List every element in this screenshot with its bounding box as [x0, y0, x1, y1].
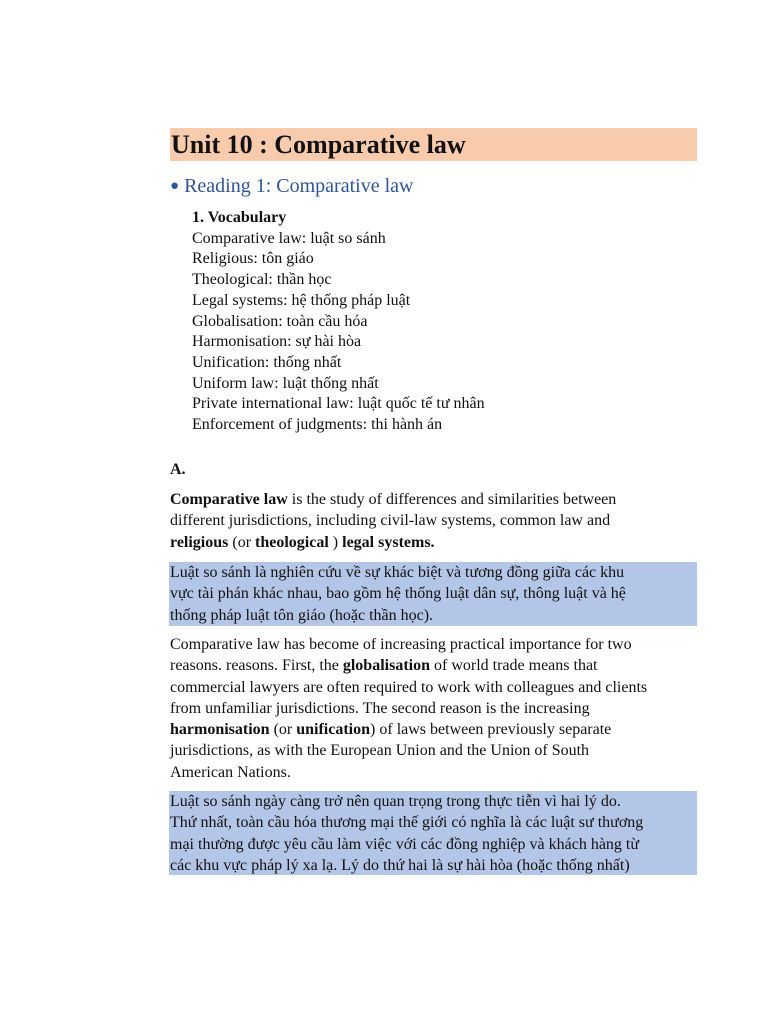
- unit-title: Unit 10 : Comparative law: [170, 128, 697, 161]
- paragraph-line: [170, 655, 700, 676]
- vocabulary-item: Legal systems: hệ thống pháp luật: [192, 291, 411, 309]
- paragraph-vietnamese-1: [169, 562, 697, 626]
- vocabulary-item: Uniform law: luật thống nhất: [192, 374, 379, 392]
- paragraph-line: commercial lawyers are often required to work with colleagues and clients: [170, 678, 648, 696]
- vocabulary-item: Religious: tôn giáo: [192, 250, 314, 268]
- paragraph-line: các khu vực pháp lý xa lạ. Lý do thứ hai là sự hài hòa (hoặc thống nhất): [170, 856, 630, 874]
- term-globalisation: globalisation: [342, 657, 430, 675]
- vocabulary-item: Globalisation: toàn cầu hóa: [192, 312, 368, 330]
- paragraph-line: mại thường được yêu cầu làm việc với các đồng nghiệp và khách hàng từ: [170, 835, 640, 853]
- paragraph-line: from unfamiliar jurisdictions. The second reason is the increasing: [170, 699, 590, 717]
- reading-heading: [170, 172, 413, 202]
- term-religious: religious: [170, 533, 229, 551]
- paragraph-line: different jurisdictions, including civil-law systems, common law and: [170, 512, 611, 530]
- reading-title: Reading 1: Comparative law: [184, 175, 414, 197]
- vocabulary-item: Private international law: luật quốc tế tư nhân: [192, 395, 485, 413]
- paragraph-line: American Nations.: [170, 763, 291, 781]
- term-comparative-law: Comparative law: [170, 491, 288, 508]
- paragraph-english-1: [170, 489, 700, 553]
- vocabulary-item: Harmonisation: sự hài hòa: [192, 333, 362, 351]
- paragraph-text: of world trade means that: [430, 657, 598, 675]
- vocabulary-item: Comparative law: luật so sánh: [192, 229, 386, 247]
- paragraph-text: (or: [228, 533, 256, 551]
- term-legal-systems: legal systems.: [342, 533, 435, 551]
- paragraph-line: Luật so sánh là nghiên cứu về sự khác biệt và tương đồng giữa các khu: [170, 564, 625, 581]
- paragraph-vietnamese-2: [169, 791, 697, 875]
- paragraph-line: jurisdictions, as with the European Union and the Union of South: [170, 742, 590, 760]
- section-a-heading: A.: [170, 461, 186, 478]
- paragraph-text: (or: [269, 721, 297, 739]
- bullet-icon: ●: [170, 178, 180, 194]
- paragraph-line: [170, 719, 700, 740]
- vocabulary-heading: 1. Vocabulary: [192, 209, 287, 226]
- paragraph-line: Luật so sánh ngày càng trở nên quan trọng trong thực tiễn vì hai lý do.: [170, 793, 621, 810]
- paragraph-line: Thứ nhất, toàn cầu hóa thương mại thế giới có nghĩa là các luật sư thương: [170, 814, 644, 832]
- paragraph-line: [170, 532, 700, 553]
- term-theological: theological: [255, 533, 329, 551]
- term-unification: unification: [296, 721, 371, 739]
- paragraph-english-2: [170, 634, 700, 783]
- paragraph-text: reasons. reasons. First, the: [170, 657, 343, 675]
- vocabulary-item: Enforcement of judgments: thi hành án: [192, 416, 443, 434]
- paragraph-text: is the study of differences and similarities between: [287, 491, 617, 508]
- vocabulary-list: [192, 208, 485, 436]
- paragraph-text: ) of laws between previously separate: [370, 721, 612, 739]
- paragraph-text: ): [328, 533, 343, 551]
- paragraph-line: thống pháp luật tôn giáo (hoặc thần học).: [170, 606, 434, 624]
- term-harmonisation: harmonisation: [170, 721, 270, 739]
- vocabulary-item: Unification: thống nhất: [192, 353, 342, 371]
- paragraph-line: vực tài phán khác nhau, bao gồm hệ thống luật dân sự, thông luật và hệ: [170, 585, 626, 603]
- paragraph-line: Comparative law has become of increasing practical importance for two: [170, 636, 632, 653]
- vocabulary-item: Theological: thần học: [192, 271, 332, 289]
- paragraph-line: [170, 489, 700, 510]
